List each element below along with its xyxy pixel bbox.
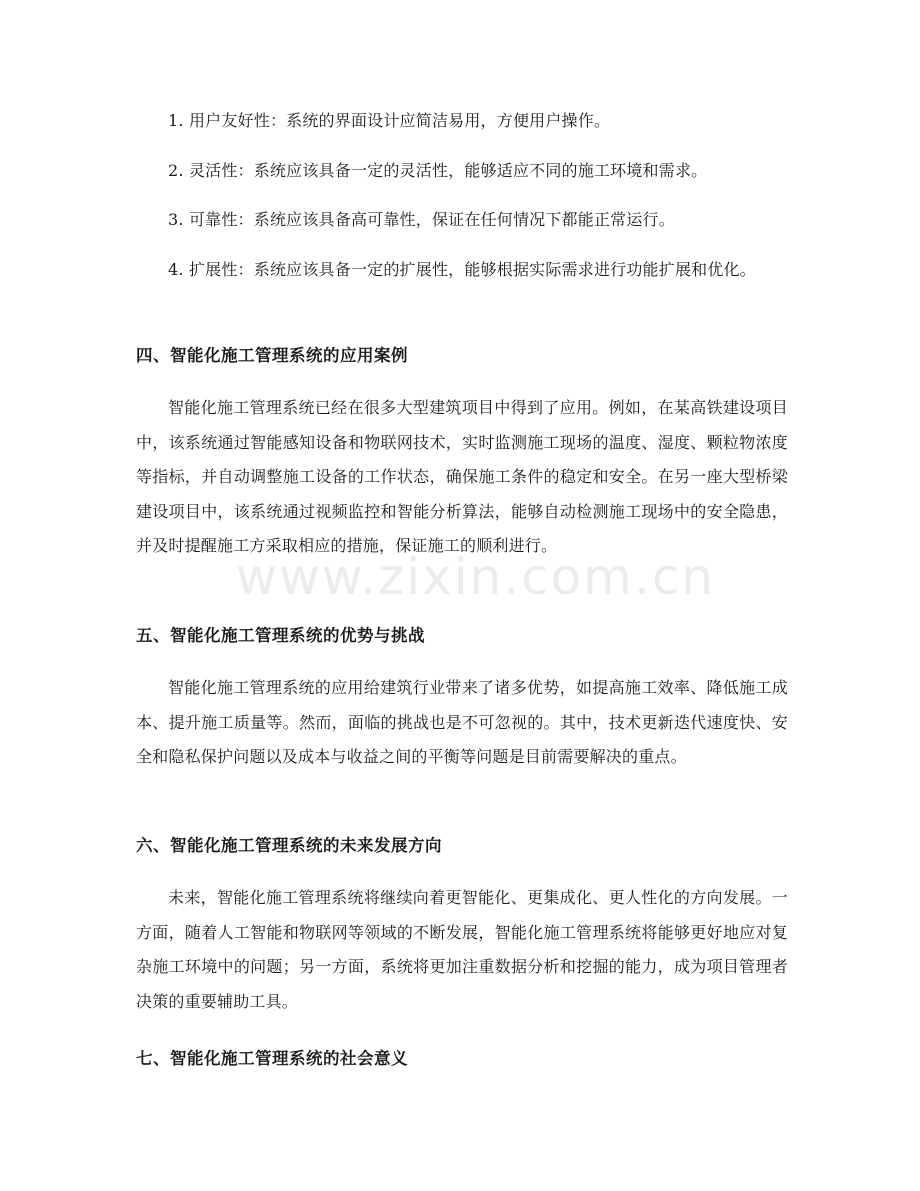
paragraph-advantages-challenges: 智能化施工管理系统的应用给建筑行业带来了诸多优势，如提高施工效率、降低施工成本、提升施工质量等。然而，面临的挑战也是不可忽视的。其中，技术更新迭代速度快、安全和隐私保护问题以及成本与收益之间的平衡等问题是目前需要解决的重点。 [136, 678, 788, 767]
list-item-scalability: 4. 扩展性：系统应该具备一定的扩展性，能够根据实际需求进行功能扩展和优化。 [168, 260, 756, 279]
paragraph-future-directions: 未来，智能化施工管理系统将继续向着更智能化、更集成化、更人性化的方向发展。一方面，随着人工智能和物联网等领域的不断发展，智能化施工管理系统将能够更好地应对复杂施工环境中的问题；另一方面，系统将更加注重数据分析和挖掘的能力，成为项目管理者决策的重要辅助工具。 [136, 888, 788, 1011]
list-item-usability: 1. 用户友好性：系统的界面设计应简洁易用，方便用户操作。 [168, 111, 611, 130]
section-heading-future-directions: 六、智能化施工管理系统的未来发展方向 [136, 836, 442, 855]
list-item-flexibility: 2. 灵活性：系统应该具备一定的灵活性，能够适应不同的施工环境和需求。 [168, 161, 708, 180]
section-heading-social-significance: 七、智能化施工管理系统的社会意义 [136, 1049, 408, 1068]
watermark: www.zixin.com.cn [236, 548, 716, 606]
list-item-reliability: 3. 可靠性：系统应该具备高可靠性，保证在任何情况下都能正常运行。 [168, 210, 675, 229]
section-heading-advantages-challenges: 五、智能化施工管理系统的优势与挑战 [136, 626, 425, 645]
section-heading-application-cases: 四、智能化施工管理系统的应用案例 [136, 346, 408, 365]
paragraph-application-cases: 智能化施工管理系统已经在很多大型建筑项目中得到了应用。例如，在某高铁建设项目中，该系统通过智能感知设备和物联网技术，实时监测施工现场的温度、湿度、颗粒物浓度等指标，并自动调整施工设备的工作状态，确保施工条件的稳定和安全。在另一座大型桥梁建设项目中，该系统通过视频监控和智能分析算法，能够自动检测施工现场中的安全隐患，并及时提醒施工方采取相应的措施，保证施工的顺利进行。 [136, 398, 788, 556]
